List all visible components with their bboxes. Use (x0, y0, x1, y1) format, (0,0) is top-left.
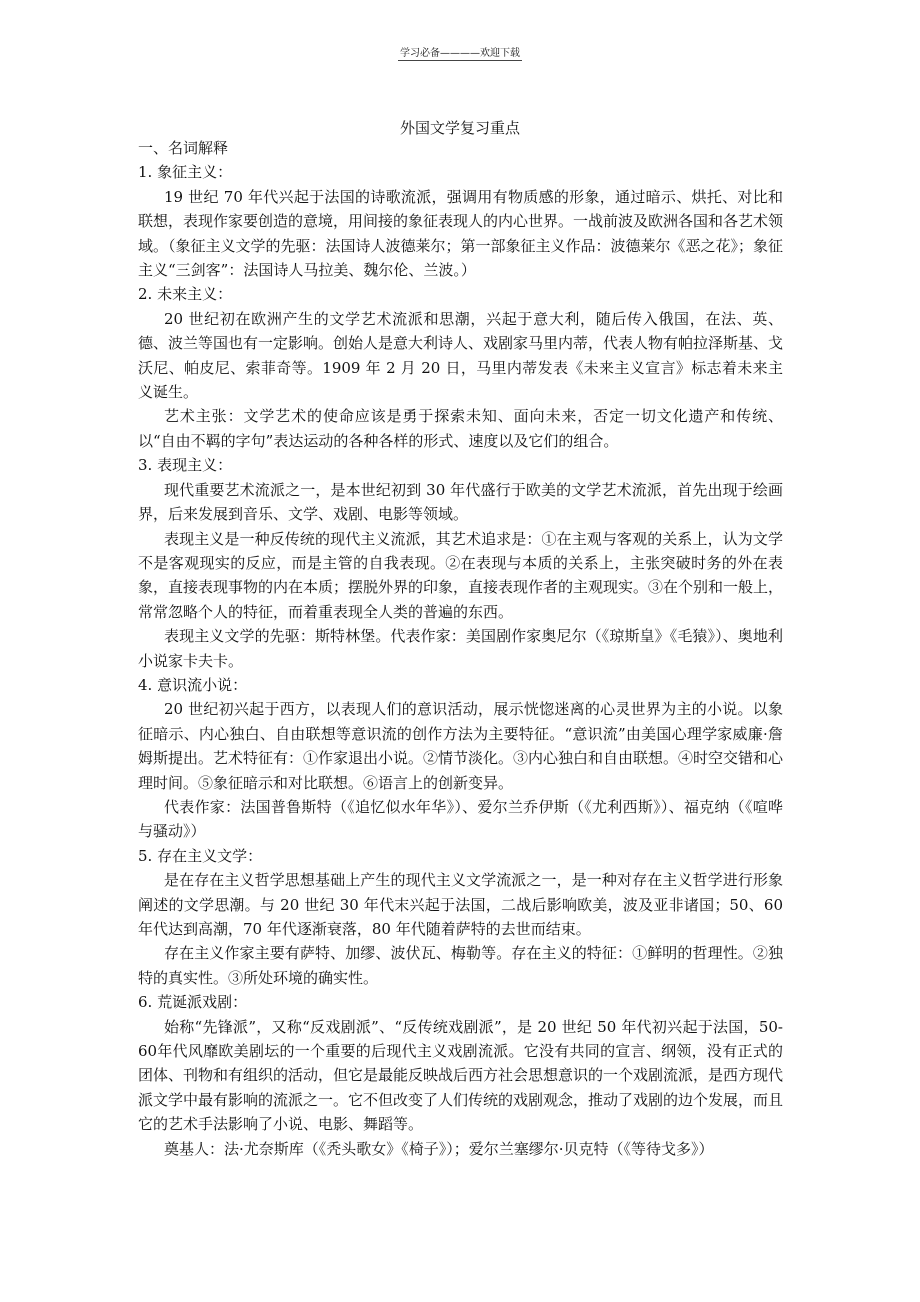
paragraph: 代表作家：法国普鲁斯特（《追忆似水年华》）、爱尔兰乔伊斯（《尤利西斯》）、福克纳（《喧哗与骚动》） (138, 797, 783, 841)
paragraph: 19 世纪 70 年代兴起于法国的诗歌流派，强调用有物质感的形象，通过暗示、烘托、对比和联想，表现作家要创造的意境，用间接的象征表现人的内心世界。一战前波及欧洲各国和各艺术领域。（象征主义文学的先驱：法国诗人波德莱尔；第一部象征主义作品：波德莱尔《恶之花》；象征主义“三剑客”：法国诗人马拉美、魏尔伦、兰波。） (138, 187, 784, 280)
paragraph: 艺术主张：文学艺术的使命应该是勇于探索未知、面向未来，否定一切文化遗产和传统、以“自由不羁的字句”表达运动的各种各样的形式、速度以及它们的组合。 (138, 407, 783, 450)
header-text: 学习必备————欢迎下载 (400, 48, 520, 59)
section-heading: 一、名词解释 (138, 139, 229, 157)
document-body (138, 136, 783, 1161)
term-heading-expressionism: 3. 表现主义： (138, 456, 233, 475)
paragraph: 20 世纪初兴起于西方，以表现人们的意识活动，展示恍惚迷离的心灵世界为主的小说。以象征暗示、内心独白、自由联想等意识流的创作方法为主要特征。“意识流”由美国心理学家威廉·詹姆斯提出。艺术特征有：①作家退出小说。②情节淡化。③内心独白和自由联想。④时空交错和心理时间。⑤象征暗示和对比联想。⑥语言上的创新变异。 (138, 700, 784, 792)
term-heading-absurd-theatre: 6. 荒诞派戏剧： (138, 993, 248, 1012)
paragraph: 表现主义是一种反传统的现代主义流派，其艺术追求是：①在主观与客观的关系上，认为文学不是客观现实的反应，而是主管的自我表现。②在表现与本质的关系上，主张突破时务的外在表象，直接表现事物的内在本质；摆脱外界的印象，直接表现作者的主观现实。③在个别和一般上，常常忽略个人的特征，而着重表现全人类的普遍的东西。 (138, 529, 784, 621)
paragraph: 现代重要艺术流派之一，是本世纪初到 30 年代盛行于欧美的文学艺术流派，首先出现于绘画界，后来发展到音乐、文学、戏剧、电影等领域。 (138, 480, 783, 524)
document-title: 外国文学复习重点 (399, 119, 520, 137)
term-heading-stream-of-consciousness: 4. 意识流小说： (138, 675, 248, 694)
page-header (0, 44, 920, 59)
paragraph: 表现主义文学的先驱：斯特林堡。代表作家：美国剧作家奥尼尔（《琼斯皇》《毛猿》）、奥地利小说家卡夫卡。 (138, 627, 783, 670)
term-heading-futurism: 2. 未来主义： (138, 285, 233, 304)
term-heading-symbolism: 1. 象征主义： (138, 163, 233, 182)
paragraph: 是在存在主义哲学思想基础上产生的现代主义文学流派之一，是一种对存在主义哲学进行形象阐述的文学思潮。与 20 世纪 30 年代末兴起于法国，二战后影响欧美，波及亚非诸国；50、60 年代达到高潮，70 年代逐渐衰落，80 年代随着萨特的去世而结束。 (138, 871, 783, 938)
paragraph: 奠基人：法·尤奈斯库（《秃头歌女》《椅子》）；爱尔兰塞缪尔·贝克特（《等待戈多》） (164, 1139, 714, 1158)
paragraph: 20 世纪初在欧洲产生的文学艺术流派和思潮，兴起于意大利，随后传入俄国，在法、英、德、波兰等国也有一定影响。创始人是意大利诗人、戏剧家马里内蒂，代表人物有帕拉泽斯基、戈沃尼、帕皮尼、索菲奇等。1909 年 2 月 20 日，马里内蒂发表《未来主义宣言》标志着未来主义诞生。 (138, 309, 784, 402)
paragraph: 存在主义作家主要有萨特、加缪、波伏瓦、梅勒等。存在主义的特征：①鲜明的哲理性。②独特的真实性。③所处环境的确实性。 (138, 944, 783, 987)
paragraph: 始称“先锋派”，又称“反戏剧派”、“反传统戏剧派”，是 20 世纪 50 年代初兴起于法国，50-60年代风靡欧美剧坛的一个重要的后现代主义戏剧流派。它没有共同的宣言、纲领，没有正式的团体、刊物和有组织的活动，但它是最能反映战后西方社会思想意识的一个戏剧流派，是西方现代派文学中最有影响的流派之一。它不但改变了人们传统的戏剧观念，推动了戏剧的边个发展，而且它的艺术手法影响了小说、电影、舞蹈等。 (138, 1017, 784, 1134)
term-heading-existentialism: 5. 存在主义文学： (138, 846, 263, 865)
